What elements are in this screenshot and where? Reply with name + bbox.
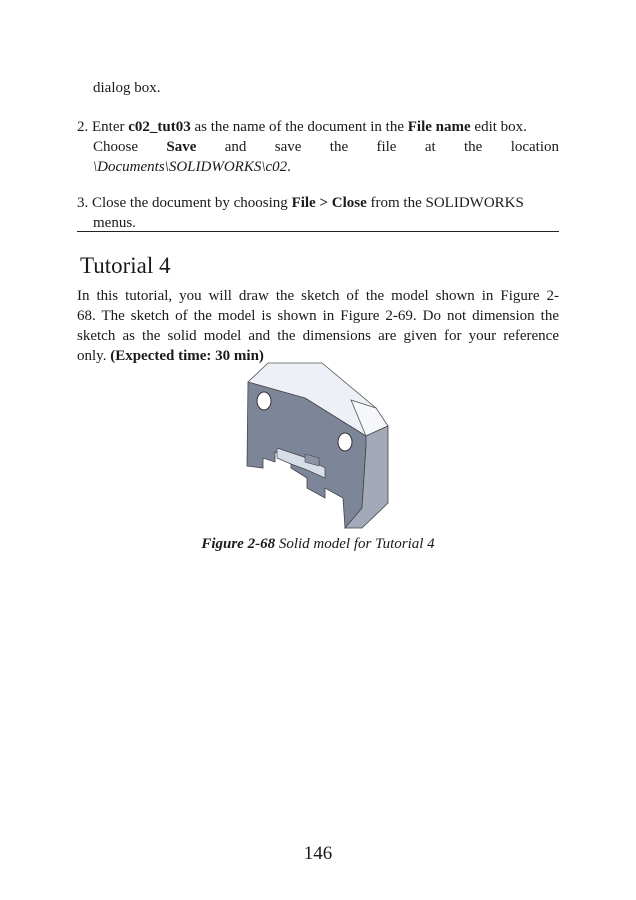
tutorial-heading: Tutorial 4: [80, 253, 171, 278]
intro-line4: only. (Expected time: 30 min): [77, 348, 264, 364]
file-close-menu-text: File > Close: [291, 195, 367, 211]
figure-label: Figure 2-68: [201, 536, 276, 552]
page-number: 146: [303, 843, 333, 864]
step1-continuation: dialog box.: [93, 80, 161, 96]
step2-line1: 2. Enter c02_tut03 as the name of the document in the File name edit box.: [77, 119, 527, 135]
step3-paragraph: [77, 193, 559, 233]
left-hole: [257, 392, 271, 410]
step3-line2: menus.: [93, 215, 136, 231]
section-divider: [77, 231, 559, 232]
right-hole: [338, 433, 352, 451]
intro-line1: In this tutorial, you will draw the sketch of the model shown in Figure 2-: [77, 288, 559, 304]
location-path: \Documents\SOLIDWORKS\c02: [93, 159, 288, 175]
step2-line3: \Documents\SOLIDWORKS\c02.: [93, 159, 291, 175]
intro-line3: sketch as the solid model and the dimensions are given for your reference: [77, 328, 559, 344]
step3-line1: 3. Close the document by choosing File > Close from the SOLIDWORKS: [77, 195, 524, 211]
intro-line2: 68. The sketch of the model is shown in Figure 2-69. Do not dimension the: [77, 308, 559, 324]
save-text: Save: [166, 139, 197, 155]
step2-paragraph: [77, 117, 559, 177]
tutorial-intro-paragraph: [77, 286, 559, 366]
figure-caption: Figure 2-68 Solid model for Tutorial 4: [201, 536, 435, 552]
step2-line2: Choose Save and save the file at the location: [93, 139, 560, 155]
expected-time-text: (Expected time: 30 min): [110, 348, 264, 364]
file-name-field-text: File name: [407, 119, 471, 135]
filename-text: c02_tut03: [128, 119, 191, 135]
solid-model-figure: [235, 358, 395, 533]
